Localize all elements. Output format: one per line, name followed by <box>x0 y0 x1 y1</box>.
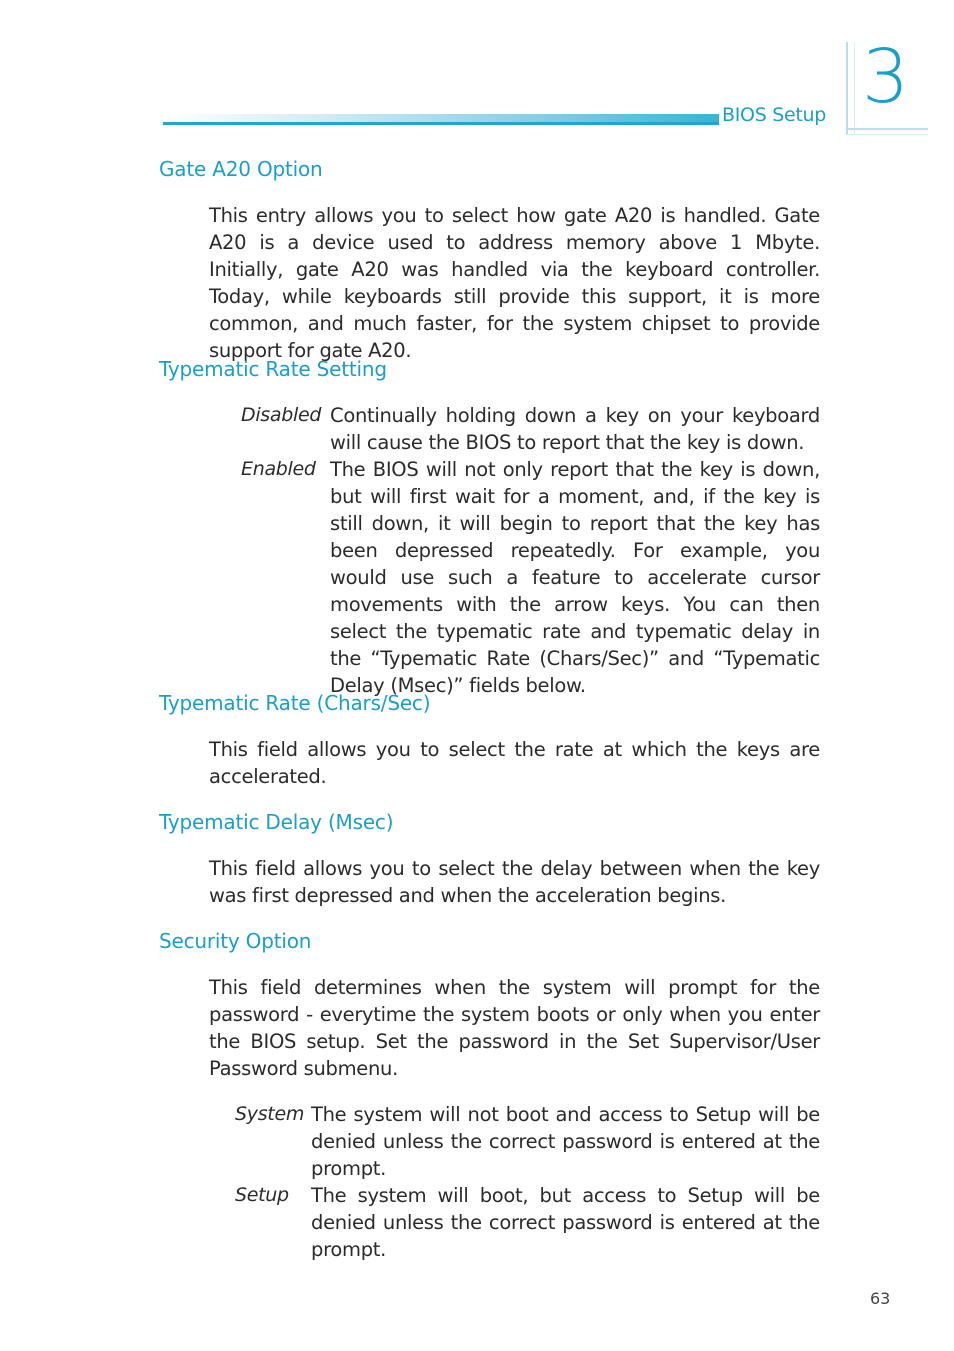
heading-typematic-rate-setting: Typematic Rate Setting <box>159 357 387 381</box>
option-desc-enabled: The BIOS will not only report that the key is down, but will first wait for a moment, and, if the key is still down, it will begin to report that the key has been depressed repeatedly. For example, you would use such a feature to accelerate cursor movements with the arrow keys. You can then select the typematic rate and typematic delay in the “Typematic Rate (Chars/Sec)” and “Typematic Delay (Msec)” fields below. <box>330 458 820 697</box>
heading-typematic-delay: Typematic Delay (Msec) <box>159 810 394 834</box>
paragraph-security-option: This field determines when the system will prompt for the password - everytime the system boots or only when you enter the BIOS setup. Set the password in the Set Supervisor/User Password submenu. <box>209 976 820 1080</box>
option-desc-setup: The system will boot, but access to Setup will be denied unless the correct password is entered at the prompt. <box>311 1184 820 1261</box>
chapter-number: 3 <box>862 34 910 120</box>
paragraph-typematic-rate: This field allows you to select the rate at which the keys are accelerated. <box>209 738 820 788</box>
option-term-enabled: Enabled <box>241 458 316 480</box>
chapter-box-vertical <box>846 42 855 134</box>
option-desc-disabled: Continually holding down a key on your keyboard will cause the BIOS to report that the key is down. <box>330 404 820 454</box>
chapter-box-horizontal <box>846 128 928 135</box>
paragraph-gate-a20: This entry allows you to select how gate A20 is handled. Gate A20 is a device used to address memory above 1 Mbyte. Initially, gate A20 was handled via the keyboard controller. Today, while keyboards still provide this support, it is more common, and much faster, for the system chipset to provide support for gate A20. <box>209 204 820 362</box>
heading-gate-a20: Gate A20 Option <box>159 157 323 181</box>
heading-security-option: Security Option <box>159 929 312 953</box>
paragraph-typematic-delay: This field allows you to select the delay between when the key was first depressed and when the acceleration begins. <box>209 857 820 907</box>
header-rule <box>163 122 719 125</box>
heading-typematic-rate: Typematic Rate (Chars/Sec) <box>159 691 431 715</box>
option-term-system: System <box>235 1103 305 1125</box>
page-number: 63 <box>870 1289 891 1308</box>
option-desc-system: The system will not boot and access to Setup will be denied unless the correct password is entered at the prompt. <box>311 1103 820 1180</box>
option-term-setup: Setup <box>235 1184 289 1206</box>
option-term-disabled: Disabled <box>241 404 322 426</box>
running-header-title: BIOS Setup <box>722 104 826 126</box>
